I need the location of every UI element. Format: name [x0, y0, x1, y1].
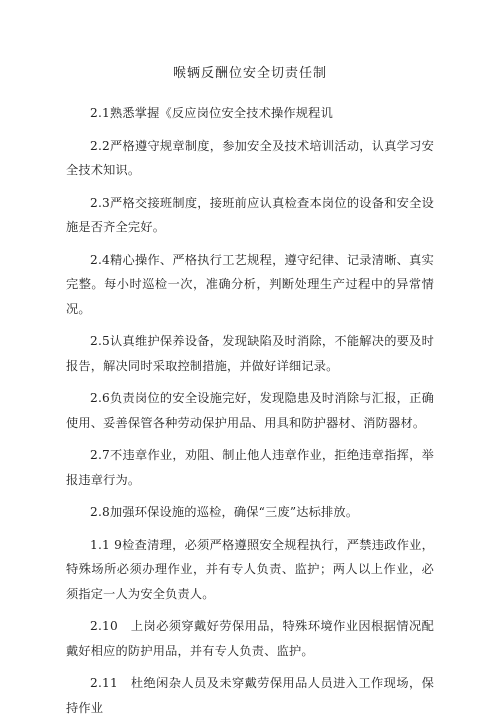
- paragraph-2-2: 2.2严格遵守规章制度，参加安全及技术培训活动，认真学习安全技术知识。: [66, 138, 434, 177]
- paragraph-2-1: 2.1熟悉掌握《反应岗位安全技术操作规程讥: [90, 106, 333, 120]
- paragraph-2-8: 2.8加强环保设施的巡检，确保“三废”达标排放。: [90, 505, 359, 519]
- paragraph-2-7: 2.7不违章作业，劝阻、制止他人违章作业，拒绝违章指挥，举报违章行为。: [66, 448, 434, 487]
- paragraph-2-3: 2.3严格交接班制度，接班前应认真检查本岗位的设备和安全设施是否齐全完好。: [66, 195, 434, 234]
- paragraph-2-6: 2.6负责岗位的安全设施完好，发现隐患及时消除与汇报，正确使用、妥善保管各种劳动保护用品、用具和防护器材、消防器材。: [66, 391, 434, 430]
- paragraph-2-9: 1.1 9检查清理，必须严格遵照安全规程执行，严禁违政作业，特殊场所必须办理作业，并有专人负责、监护；两人以上作业，必须指定一人为安全负责人。: [66, 537, 434, 601]
- paragraph-2-4: 2.4精心操作、严格执行工艺规程，遵守纪律、记录清晰、真实完整。每小时巡检一次，准确分析，判断处理生产过程中的异常情况。: [66, 252, 434, 316]
- document-title: 喉辆反酬位安全切责任制: [172, 66, 327, 81]
- paragraph-2-5: 2.5认真维护保养设备，发现缺陷及时消除，不能解决的要及时报告，解决同时采取控制措施，并做好详细记录。: [66, 334, 434, 373]
- paragraph-2-11: 2.11 杜绝闲杂人员及未穿戴劳保用品人员进入工作现场，保持作业: [66, 676, 434, 715]
- paragraph-2-10: 2.10 上岗必须穿戴好劳保用品，特殊环境作业因根据情况配戴好相应的防护用品，并有专人负责、监护。: [66, 619, 434, 658]
